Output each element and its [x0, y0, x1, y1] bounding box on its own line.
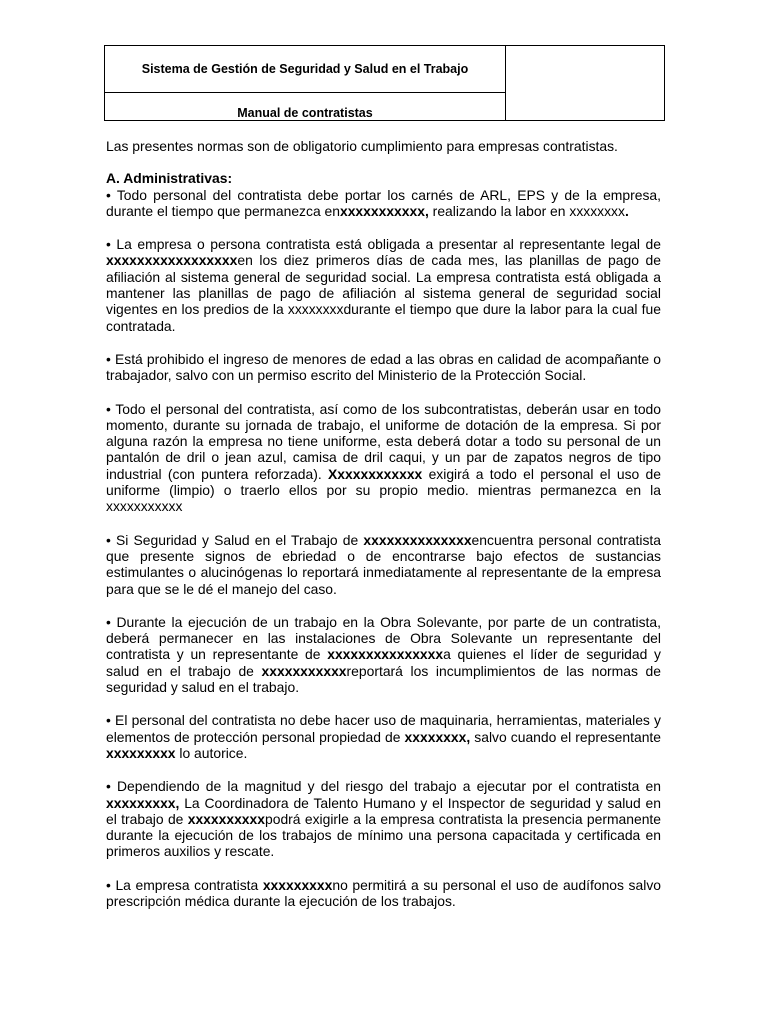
intro-paragraph: Las presentes normas son de obligatorio cumplimiento para empresas contratistas.: [106, 138, 618, 154]
paragraph-carnes: • Todo personal del contratista debe portar los carnés de ARL, EPS y de la empresa, durante el tiempo que permanezca enxxxxxxxxxxx, realizando la labor en xxxxxxxx.: [106, 186, 661, 219]
header-title-cell: [105, 46, 506, 120]
paragraph-audifonos: • La empresa contratista xxxxxxxxxno permitirá a su personal el uso de audífonos salvo prescripción médica durante la ejecución de los trabajos.: [106, 876, 661, 909]
paragraph-planillas: • La empresa o persona contratista está obligada a presentar al representante legal de xxxxxxxxxxxxxxxxxen los diez primeros días de cada mes, las planillas de pago de afiliación al sistema general de seguridad social. La empresa contratista está obligada a mantener las planillas de pago de afiliación al sistema general de seguridad social vigentes en los predios de la xxxxxxxxdurante el tiempo que dure la labor para la cual fue contratada.: [106, 236, 661, 334]
section-heading: A. Administrativas:: [106, 170, 233, 187]
document-header-table: [104, 45, 665, 121]
paragraph-menores: • Está prohibido el ingreso de menores de edad a las obras en calidad de acompañante o trabajador, salvo con un permiso escrito del Ministerio de la Protección Social.: [106, 350, 661, 384]
paragraph-primeros-auxilios: • Dependiendo de la magnitud y del riesgo del trabajo a ejecutar por el contratista en xxxxxxxxx, La Coordinadora de Talento Humano y el Inspector de seguridad y salud en el trabajo de xxxxxxxxxxpodrá exigirle a la empresa contratista la presencia permanente durante la ejecución de los trabajos de mínimo una persona capacitada y certificada en primeros auxilios y rescate.: [106, 778, 662, 860]
header-title: Sistema de Gestión de Seguridad y Salud en el Trabajo: [105, 46, 505, 93]
paragraph-maquinaria: • El personal del contratista no debe hacer uso de maquinaria, herramientas, materiales y elementos de protección personal propiedad de xxxxxxxx, salvo cuando el representante xxxxxxxxx lo autorice.: [106, 712, 662, 761]
paragraph-uniforme: • Todo el personal del contratista, así como de los subcontratistas, deberán usar en todo momento, durante su jornada de trabajo, el uniforme de dotación de la empresa. Si por alguna razón la empresa no tiene uniforme, esta deberá dotar a todo su personal de un pantalón de dril o jean azul, camisa de dril caqui, y un par de zapatos negros de tipo industrial (con puntera reforzada). Xxxxxxxxxxxx exigirá a todo el personal el uso de uniforme (limpio) o traerlo ellos por su propio medio. mientras permanezca en la xxxxxxxxxxx: [106, 400, 661, 515]
paragraph-representante: • Durante la ejecución de un trabajo en la Obra Solevante, por parte de un contratista, deberá permanecer en las instalaciones de Obra Solevante un representante del contratista y un representante de xxxxxxxxxxxxxxxa quienes el líder de seguridad y salud en el trabajo de xxxxxxxxxxxreportará los incumplimientos de las normas de seguridad y salud en el trabajo.: [106, 613, 661, 696]
paragraph-ebriedad: • Si Seguridad y Salud en el Trabajo de xxxxxxxxxxxxxxencuentra personal contratista que presente signos de ebriedad o de encontrarse bajo efectos de sustancias estimulantes o alucinógenas lo reportará inmediatamente al representante de la empresa para que se le dé el manejo del caso.: [106, 531, 661, 597]
section-a: [106, 170, 661, 219]
header-subtitle: Manual de contratistas: [237, 106, 373, 120]
document-body: [106, 138, 661, 926]
